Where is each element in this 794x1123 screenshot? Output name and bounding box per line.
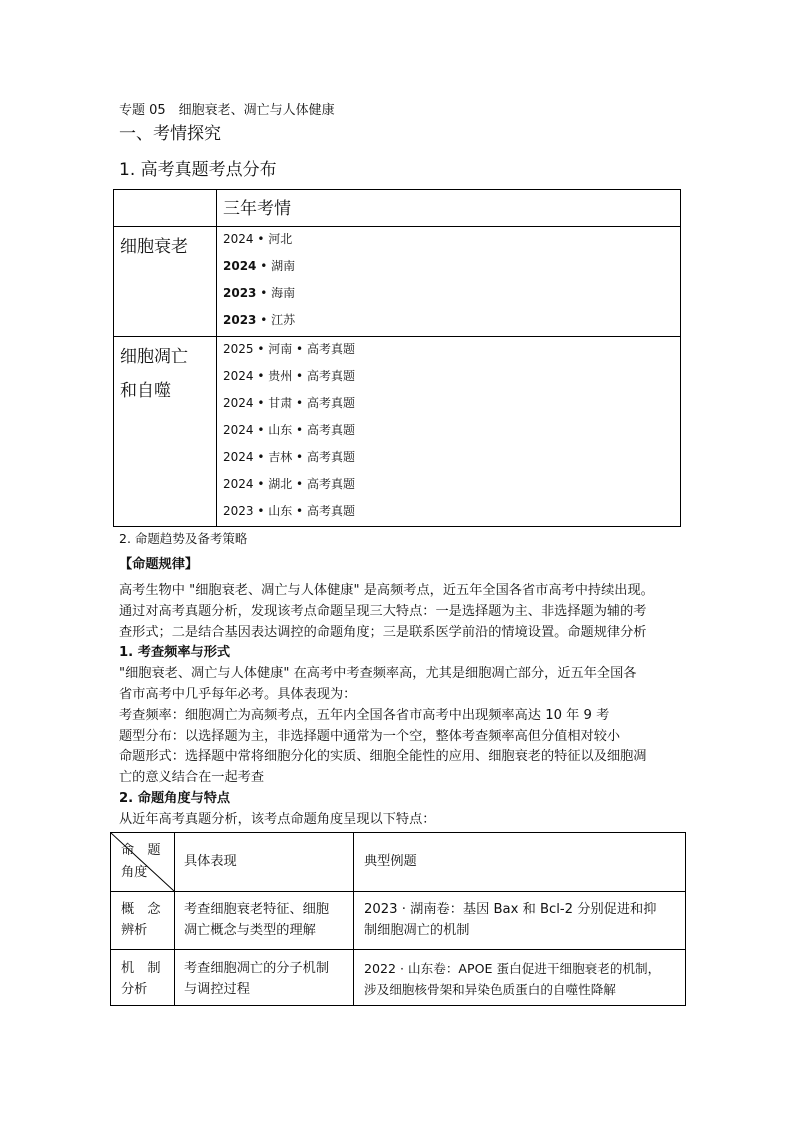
province: 江苏 xyxy=(271,313,296,327)
example-line: 2023 · 湖南卷：基因 Bax 和 Bcl-2 分别促进和抑 xyxy=(364,902,657,917)
table-row: 2023 • 山东 • 高考真题 xyxy=(223,504,355,518)
desc-line: 凋亡概念与类型的理解 xyxy=(184,923,316,938)
year: 2023 xyxy=(223,313,257,327)
group-label-apoptosis: 细胞凋亡 xyxy=(120,347,188,367)
section-title: 一、考情探究 xyxy=(119,124,221,144)
table-divider xyxy=(216,190,217,526)
text-line: 亡的意义结合在一起考查 xyxy=(119,770,265,786)
table-divider xyxy=(111,949,685,950)
corner-label-top: 命 题 xyxy=(121,843,161,858)
table-row xyxy=(223,257,295,274)
col-header-description: 具体表现 xyxy=(184,854,237,869)
table-divider xyxy=(353,833,354,1005)
table-row: 2024 • 湖北 • 高考真题 xyxy=(223,477,355,491)
province: 湖南 xyxy=(271,259,296,273)
section2-title: 2. 命题趋势及备考策略 xyxy=(119,531,248,546)
year: 2024 xyxy=(223,232,254,246)
text-line: 通过对高考真题分析，发现该考点命题呈现三大特点：一是选择题为主、非选择题为辅的考 xyxy=(119,603,647,619)
table-row: 2024 • 甘肃 • 高考真题 xyxy=(223,396,355,410)
col-header-three-years: 三年考情 xyxy=(223,199,291,219)
text-line: 考查频率：细胞凋亡为高频考点，五年内全国各省市高考中出现频率高达 10 年 9 考 xyxy=(119,707,610,723)
paragraph-intro xyxy=(119,581,679,831)
table-row: 2024 • 吉林 • 高考真题 xyxy=(223,450,355,464)
angles-table xyxy=(110,832,686,1006)
separator: • xyxy=(256,286,272,300)
angle-label: 概 念 xyxy=(121,902,161,917)
col-header-example: 典型例题 xyxy=(364,854,417,869)
angle-label: 分析 xyxy=(121,982,148,997)
province: 河北 xyxy=(268,232,293,246)
separator: • xyxy=(256,259,272,273)
table-row: 2025 • 河南 • 高考真题 xyxy=(223,342,355,356)
separator: • xyxy=(256,313,272,327)
desc-line: 与调控过程 xyxy=(184,982,250,997)
text-line: 省市高考中几乎每年必考。具体表现为： xyxy=(119,686,357,702)
text-line: 查形式；二是结合基因表达调控的命题角度；三是联系医学前沿的情境设置。命题规律分析 xyxy=(119,624,647,640)
table-divider xyxy=(114,336,680,337)
table-row xyxy=(223,311,295,328)
province: 海南 xyxy=(271,286,296,300)
table-divider xyxy=(111,891,685,892)
text-line: 从近年高考真题分析，该考点命题角度呈现以下特点： xyxy=(119,811,436,827)
subheading-frequency: 1. 考查频率与形式 xyxy=(119,645,231,661)
corner-label-bottom: 角度 xyxy=(121,865,148,880)
text-line: "细胞衰老、凋亡与人体健康" 在高考中考查频率高，尤其是细胞凋亡部分，近五年全国各 xyxy=(119,666,637,682)
group-label-autophagy: 和自噬 xyxy=(120,381,171,401)
exam-distribution-table xyxy=(113,189,681,527)
separator: • xyxy=(253,232,269,246)
text-line: 高考生物中 "细胞衰老、凋亡与人体健康" 是高频考点，近五年全国各省市高考中持续出现。 xyxy=(119,583,654,598)
example-line: 制细胞凋亡的机制 xyxy=(364,923,470,938)
text-line: 题型分布：以选择题为主，非选择题中通常为一个空，整体考查频率高但分值相对较小 xyxy=(119,728,621,744)
example-line: 2022 · 山东卷：APOE 蛋白促进干细胞衰老的机制， xyxy=(364,961,661,976)
topic-line: 专题 05 细胞衰老、凋亡与人体健康 xyxy=(119,103,335,118)
desc-line: 考查细胞凋亡的分子机制 xyxy=(184,961,330,976)
angle-label: 辨析 xyxy=(121,923,148,938)
table-row: 2024 • 贵州 • 高考真题 xyxy=(223,369,355,383)
angle-label: 机 制 xyxy=(121,961,161,976)
subheading-angles: 2. 命题角度与特点 xyxy=(119,790,231,806)
rules-heading: 【命题规律】 xyxy=(119,557,199,572)
table-row: 2024 • 山东 • 高考真题 xyxy=(223,423,355,437)
table-divider xyxy=(114,226,680,227)
group-label-aging: 细胞衰老 xyxy=(120,237,188,257)
table-row xyxy=(223,230,292,247)
desc-line: 考查细胞衰老特征、细胞 xyxy=(184,902,330,917)
year: 2024 xyxy=(223,259,257,273)
text-line: 命题形式：选择题中常将细胞分化的实质、细胞全能性的应用、细胞衰老的特征以及细胞凋 xyxy=(119,749,647,765)
example-line: 涉及细胞核骨架和异染色质蛋白的自噬性降解 xyxy=(364,982,616,997)
table-divider xyxy=(174,833,175,1005)
year: 2023 xyxy=(223,286,257,300)
sub-title: 1. 高考真题考点分布 xyxy=(119,160,277,180)
table-row xyxy=(223,284,295,301)
